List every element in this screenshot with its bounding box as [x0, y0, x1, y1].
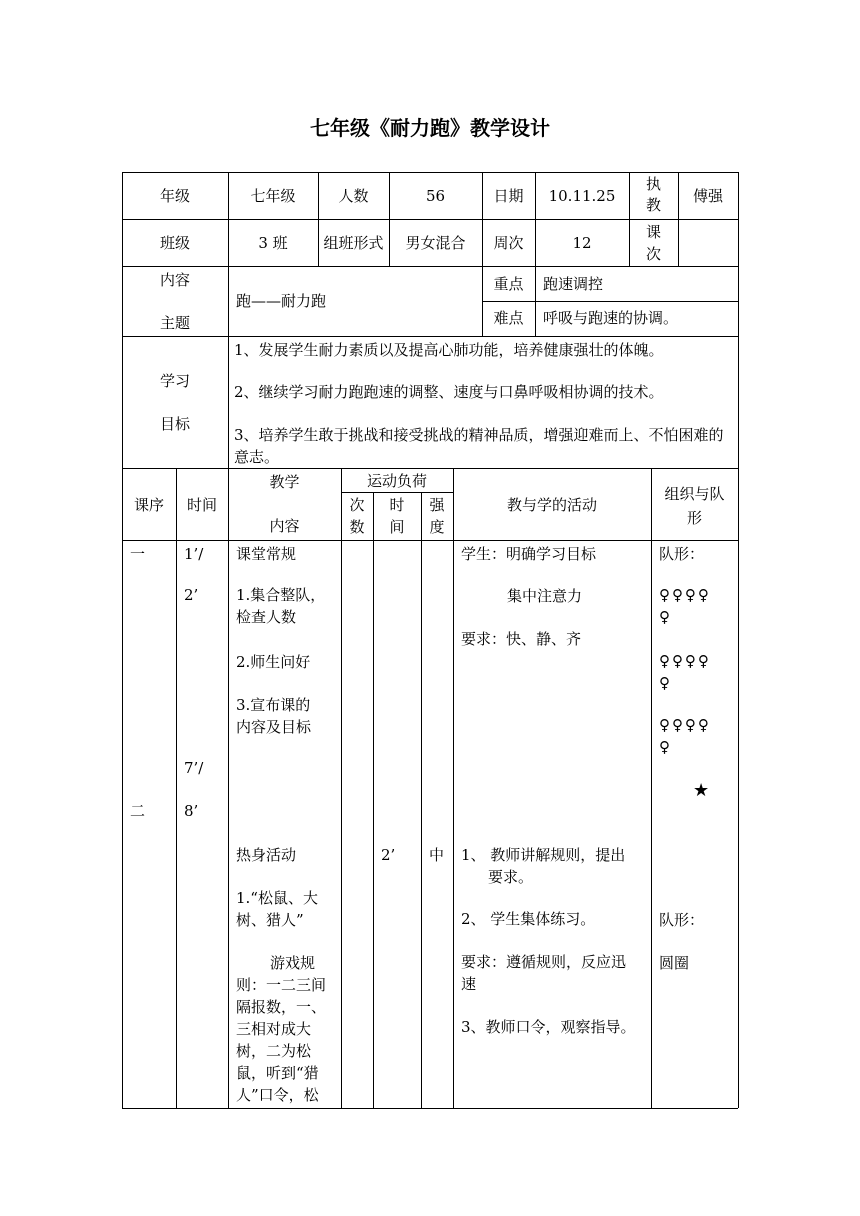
order-part-2: 二: [130, 802, 146, 820]
col-load-count-line-2: 数: [349, 518, 365, 536]
content-value: 跑——耐力跑: [236, 292, 327, 310]
col-content-1: 教学: [269, 473, 300, 491]
col-load-count: [341, 494, 373, 538]
content-label-2: 主题: [159, 314, 190, 332]
part2-load-intensity: 中: [429, 846, 445, 864]
date-value: 10.11.25: [548, 187, 616, 205]
lesson-label: [629, 221, 678, 265]
table-line: [341, 468, 342, 1108]
table-line: [453, 468, 454, 1108]
teacher-label-line-2: 教: [645, 196, 661, 214]
goals-label-2: 目标: [159, 415, 190, 433]
part1-content-line: 检查人数: [236, 608, 297, 626]
part1-activity-line: 集中注意力: [507, 587, 583, 605]
grade-value: 七年级: [250, 187, 296, 205]
part2-activity-line: 3、教师口令，观察指导。: [461, 1018, 636, 1036]
count-value: 56: [425, 187, 446, 205]
table-line: [228, 172, 229, 468]
table-line: [341, 492, 453, 493]
part1-content-line: 课堂常规: [236, 545, 297, 563]
order-part-1: 一: [130, 545, 146, 563]
col-time: 时间: [186, 496, 217, 514]
table-line: [122, 266, 738, 267]
time-part-1a: 1’/: [184, 545, 204, 563]
table-line: [122, 336, 738, 337]
difficulty-value: 呼吸与跑速的协调。: [543, 309, 679, 327]
part1-content-line: 2.师生问好: [236, 653, 311, 671]
col-organization-line-2: 形: [686, 509, 702, 527]
part2-content-line: 人”口令，松: [236, 1086, 319, 1104]
female-row: ♀♀♀♀: [659, 652, 711, 670]
time-part-2a: 7’/: [184, 759, 204, 777]
part2-content-line: 则：一二三间: [236, 976, 327, 994]
part1-content-line: 3.宣布课的: [236, 696, 311, 714]
col-load-intensity-line-2: 度: [429, 518, 445, 536]
col-load-intensity-line-1: 强: [429, 496, 445, 514]
teacher-label-line-1: 执: [645, 175, 661, 193]
part2-content-line: 鼠，听到“猎: [236, 1064, 319, 1082]
week-value: 12: [572, 234, 592, 252]
table-line: [421, 492, 422, 1108]
table-line: [738, 172, 739, 1108]
part1-activity-line: 要求：快、静、齐: [461, 630, 582, 648]
table-line: [122, 172, 738, 173]
goals-label-1: 学习: [159, 372, 190, 390]
col-load-count-line-1: 次: [349, 496, 365, 514]
female-row: ♀: [659, 608, 670, 626]
col-load: 运动负荷: [366, 472, 427, 490]
grade-label: 年级: [159, 187, 190, 205]
table-line: [651, 468, 652, 1108]
part2-content-line: 树、猎人”: [236, 911, 304, 929]
class-label: 班级: [159, 234, 190, 252]
class-value: 3 班: [258, 234, 288, 252]
part2-content-line: 热身活动: [236, 846, 297, 864]
form-value: 男女混合: [405, 234, 466, 252]
table-line: [122, 219, 738, 220]
week-label: 周次: [493, 234, 524, 252]
table-line: [122, 540, 738, 541]
goal-item: 1、发展学生耐力素质以及提高心肺功能，培养健康强壮的体魄。: [234, 341, 664, 359]
teacher-label: [629, 174, 678, 216]
table-line: [122, 1108, 738, 1109]
part2-activity-line: 速: [461, 975, 477, 993]
part2-content-line: 1.“松鼠、大: [236, 889, 318, 907]
col-load-intensity: [421, 494, 453, 538]
part2-content-line: 三相对成大: [236, 1020, 312, 1038]
part1-content-line: 1.集合整队，: [236, 586, 326, 604]
part2-activity-line: 要求：遵循规则，反应迅: [461, 953, 627, 971]
focus-value: 跑速调控: [543, 275, 604, 293]
table-line: [228, 468, 229, 1108]
col-content-2: 内容: [269, 517, 300, 535]
form-label: 组班形式: [323, 234, 384, 252]
table-line: [176, 468, 177, 1108]
part2-activity-line: 要求。: [488, 868, 534, 886]
part1-org-label: 队形：: [659, 545, 705, 563]
part2-content-line: 隔报数，一、: [236, 998, 327, 1016]
female-row: ♀: [659, 674, 670, 692]
difficulty-label: 难点: [493, 309, 524, 327]
date-label: 日期: [493, 187, 524, 205]
col-organization: [651, 482, 738, 530]
part2-content-line: 游戏规: [270, 954, 316, 972]
content-label-1: 内容: [159, 271, 190, 289]
col-load-time: [373, 494, 421, 538]
part1-content-line: 内容及目标: [236, 718, 312, 736]
part2-activity-line: 1、 教师讲解规则，提出: [461, 846, 626, 864]
female-row: ♀♀♀♀: [659, 716, 711, 734]
goal-item: 2、继续学习耐力跑跑速的调整、速度与口鼻呼吸相协调的技术。: [234, 383, 664, 401]
part2-org-label: 队形：: [659, 911, 705, 929]
table-line: [122, 468, 738, 469]
teacher-star-icon: ★: [693, 780, 710, 801]
part2-content-line: 树，二为松: [236, 1042, 312, 1060]
female-row: ♀♀♀♀: [659, 586, 711, 604]
col-order: 课序: [133, 496, 164, 514]
table-line: [482, 301, 738, 302]
time-part-2b: 8’: [184, 802, 199, 820]
col-load-time-line-1: 时: [389, 496, 405, 514]
count-label: 人数: [338, 187, 369, 205]
lesson-label-line-2: 次: [645, 245, 661, 263]
focus-label: 重点: [493, 275, 524, 293]
col-organization-line-1: 组织与队: [664, 485, 725, 503]
teacher-value: 傅强: [692, 187, 723, 205]
part1-activity-line: 学生：明确学习目标: [461, 545, 597, 563]
female-row: ♀: [659, 738, 670, 756]
lesson-label-line-1: 课: [645, 223, 661, 241]
time-part-1b: 2’: [184, 586, 199, 604]
goal-item: 3、培养学生敢于挑战和接受挑战的精神品质，增强迎难而上、不怕困难的意志。: [234, 426, 724, 466]
part2-load-time: 2’: [381, 846, 396, 864]
col-load-time-line-2: 间: [389, 518, 405, 536]
page-title: 七年级《耐力跑》教学设计: [310, 116, 550, 140]
col-activities: 教与学的活动: [506, 496, 597, 514]
part2-org-value: 圆圈: [659, 954, 690, 972]
table-line: [373, 492, 374, 1108]
part2-activity-line: 2、 学生集体练习。: [461, 910, 596, 928]
